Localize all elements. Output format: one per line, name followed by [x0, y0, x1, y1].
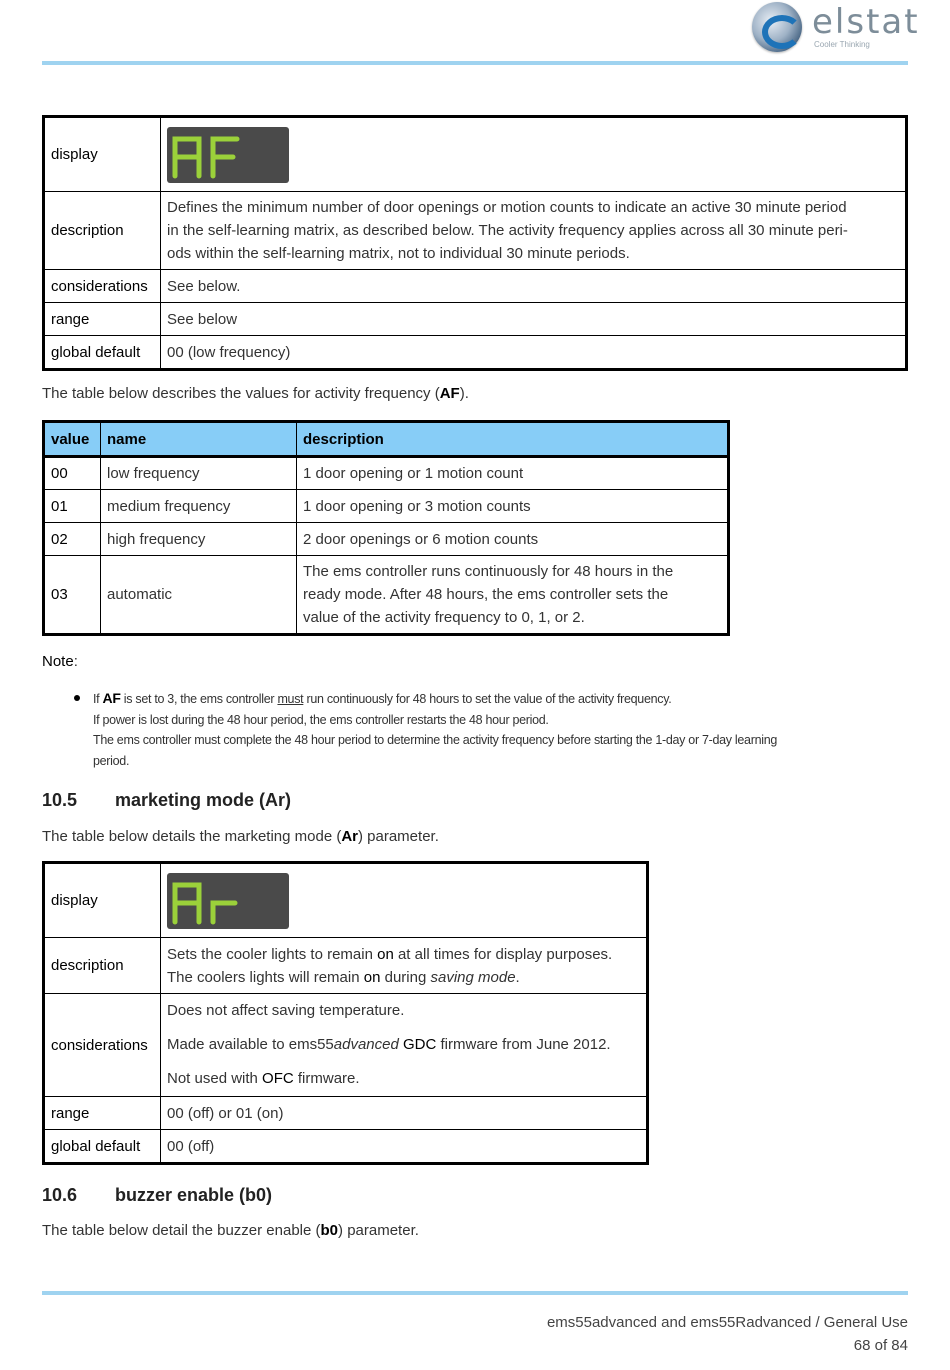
ar-description-label: description: [44, 938, 161, 994]
bullet-icon: [74, 695, 80, 701]
b0-code: b0: [320, 1222, 339, 1239]
note-label: Note:: [42, 653, 78, 670]
af-description-value: [161, 192, 907, 270]
row-name: low frequency: [101, 457, 297, 490]
af-default-value: 00 (low frequency): [161, 336, 907, 370]
row-value: 03: [44, 556, 101, 635]
af-range-value: See below: [161, 303, 907, 336]
ar-range-label: range: [44, 1097, 161, 1130]
af-intro-paragraph: The table below describes the values for activity frequency (AF).: [42, 385, 469, 402]
table-row: [44, 556, 729, 635]
af-desc-line-2: in the self-learning matrix, as described below. The activity frequency applies across all 30 minute peri-: [167, 222, 848, 239]
ar-display-cell: [161, 863, 648, 938]
table-row: [44, 490, 729, 523]
row-value: 02: [44, 523, 101, 556]
footer-rule: [42, 1291, 908, 1295]
table-row: [44, 457, 729, 490]
af-display-label: display: [44, 117, 161, 192]
header-rule: [42, 61, 908, 65]
ar-default-label: global default: [44, 1130, 161, 1164]
af-range-label: range: [44, 303, 161, 336]
ar-considerations-value: Does not affect saving temperature. Made available to ems55advanced GDC firmware from June 2012. Not used with OFC firmware.: [161, 994, 648, 1097]
row-description: 2 door openings or 6 motion counts: [297, 523, 729, 556]
ar-default-value: 00 (off): [161, 1130, 648, 1164]
section-heading-10-6: 10.6 buzzer enable (b0): [42, 1185, 273, 1205]
ar-display-label: display: [44, 863, 161, 938]
col-header-description: description: [297, 422, 729, 457]
row-value: 00: [44, 457, 101, 490]
footer-page-number: 68 of 84: [853, 1337, 908, 1354]
af-display-cell: [161, 117, 907, 192]
ar-parameter-table: [42, 861, 649, 1165]
ar-considerations-label: considerations: [44, 994, 161, 1097]
af-desc-line-1: Defines the minimum number of door openings or motion counts to indicate an active 30 minute period: [167, 199, 847, 216]
row-description: 1 door opening or 3 motion counts: [297, 490, 729, 523]
brand-name: elstat: [812, 2, 920, 42]
af-considerations-value: See below.: [161, 270, 907, 303]
ar-code: Ar: [341, 828, 358, 845]
row-name: medium frequency: [101, 490, 297, 523]
af-description-label: description: [44, 192, 161, 270]
af-parameter-table: [42, 115, 908, 371]
col-header-name: name: [101, 422, 297, 457]
row-name: automatic: [101, 556, 297, 635]
b0-intro-paragraph: The table below detail the buzzer enable (b0) parameter.: [42, 1222, 419, 1239]
ar-intro-paragraph: The table below details the marketing mode (Ar) parameter.: [42, 828, 439, 845]
af-default-label: global default: [44, 336, 161, 370]
row-name: high frequency: [101, 523, 297, 556]
row-value: 01: [44, 490, 101, 523]
brand-tagline: Cooler Thinking: [814, 40, 870, 49]
af-values-table: [42, 420, 730, 636]
note-bullet-text: If AF is set to 3, the ems controller must run continuously for 48 hours to set the value of the activity frequency. If power is lost during the 48 hour period, the ems controller restarts the 48 hour period. The ems controller must complete the 48 hour period to determine the activity frequency before starting the 1-day or 7-day learning period.: [93, 690, 777, 768]
row-description: The ems controller runs continuously for 48 hours in the ready mode. After 48 hours, the ems controller sets the value of the activity frequency to 0, 1, or 2.: [297, 556, 729, 635]
footer-document-title: ems55advanced and ems55Radvanced / General Use: [546, 1314, 908, 1331]
elstat-logo-icon: [752, 2, 802, 52]
table-row: [44, 523, 729, 556]
ar-lcd-display-icon: [167, 873, 289, 929]
af-code: AF: [439, 385, 460, 402]
section-heading-10-5: 10.5 marketing mode (Ar): [42, 790, 292, 810]
ar-description-value: Sets the cooler lights to remain on at all times for display purposes. The coolers lights will remain on during saving mode.: [161, 938, 648, 994]
ar-range-value: 00 (off) or 01 (on): [161, 1097, 648, 1130]
col-header-value: value: [44, 422, 101, 457]
af-considerations-label: considerations: [44, 270, 161, 303]
af-desc-line-3: ods within the self-learning matrix, not to individual 30 minute periods.: [167, 245, 630, 262]
row-description: 1 door opening or 1 motion count: [297, 457, 729, 490]
af-lcd-display-icon: [167, 127, 289, 183]
